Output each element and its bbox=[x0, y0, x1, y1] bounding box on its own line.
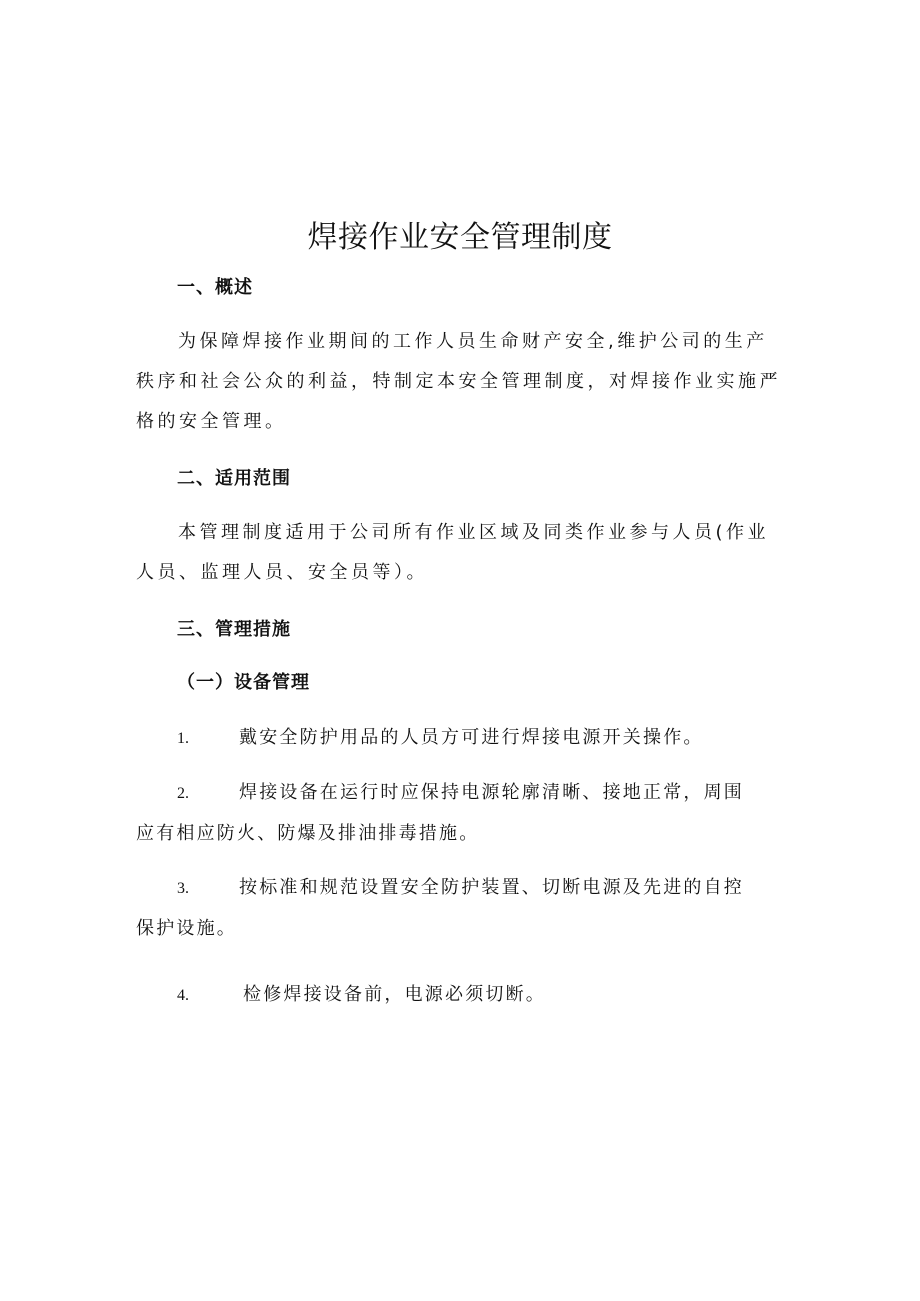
item-text: 焊接设备在运行时应保持电源轮廓清晰、接地正常，周围 bbox=[239, 782, 744, 803]
scope-text: 本管理制度适用于公司所有作业区域及同类作业参与人员(作业人员、监理人员、安全员等）。 bbox=[136, 522, 770, 583]
list-item bbox=[136, 868, 786, 949]
item-text-continued: 应有相应防火、防爆及排油排毒措施。 bbox=[136, 823, 480, 844]
item-text: 检修焊接设备前，电源必须切断。 bbox=[243, 984, 546, 1005]
item-number: 1. bbox=[177, 730, 189, 747]
section-text-overview bbox=[136, 322, 786, 442]
item-text-continued: 保护设施。 bbox=[136, 918, 237, 939]
list-item bbox=[136, 773, 786, 854]
item-number: 2. bbox=[177, 785, 189, 802]
list-item bbox=[136, 975, 786, 1016]
item-text: 戴安全防护用品的人员方可进行焊接电源开关操作。 bbox=[239, 727, 704, 748]
section-heading-measures: 三、管理措施 bbox=[177, 619, 291, 640]
overview-text: 为保障焊接作业期间的工作人员生命财产安全,维护公司的生产秩序和社会公众的利益，特制定本安全管理制度，对焊接作业实施严格的安全管理。 bbox=[136, 331, 781, 432]
section-heading-overview: 一、概述 bbox=[177, 277, 253, 298]
section-heading-scope: 二、适用范围 bbox=[177, 468, 291, 489]
section-text-scope bbox=[136, 513, 786, 593]
item-number: 4. bbox=[177, 987, 189, 1004]
list-item bbox=[136, 718, 786, 759]
item-number: 3. bbox=[177, 880, 189, 897]
document-title: 焊接作业安全管理制度 bbox=[307, 220, 613, 255]
item-text: 按标准和规范设置安全防护装置、切断电源及先进的自控 bbox=[239, 877, 744, 898]
subsection-heading-equipment: （一）设备管理 bbox=[177, 672, 310, 693]
